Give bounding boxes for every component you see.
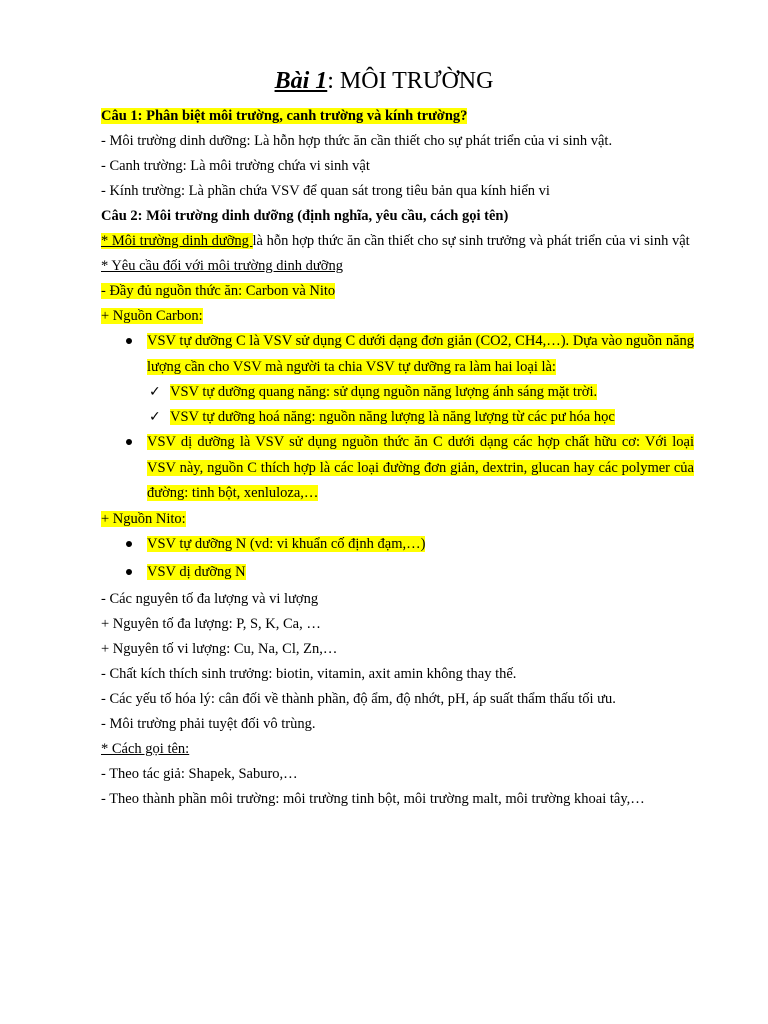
checkmark-icon: ✓: [149, 409, 161, 425]
question-1-heading: Câu 1: Phân biệt môi trường, canh trường và kính trường?: [101, 108, 468, 124]
text-line: - Môi trường phải tuyệt đối vô trùng.: [101, 715, 316, 732]
q1-line: - Môi trường dinh dưỡng: Là hỗn hợp thức ăn cần thiết cho sự phát triển của vi sinh vật.: [101, 133, 613, 149]
text-line: - Các yếu tố hóa lý: cân đối về thành phần, độ ẩm, độ nhớt, pH, áp suất thẩm thấu tối ưu.: [101, 690, 616, 707]
bullet-icon: [126, 338, 132, 344]
text-line: - Theo thành phần môi trường: môi trường tinh bột, môi trường malt, môi trường khoai tây,…: [101, 790, 645, 807]
page-title: [0, 66, 768, 96]
title-lesson: Bài 1: [274, 68, 328, 94]
list-item: VSV tự dưỡng C là VSV sử dụng C dưới dạng đơn giản (CO2, CH4,…). Dựa vào nguồn năng lượng cần cho VSV mà người ta chia VSV tự dưỡng ra làm hai loại là:: [101, 329, 694, 380]
bullet-icon: [126, 569, 132, 575]
naming-heading: * Cách gọi tên:: [101, 740, 190, 757]
carbon-heading: + Nguồn Carbon:: [101, 308, 203, 324]
text-line: + Nguyên tố đa lượng: P, S, K, Ca, …: [101, 615, 321, 632]
q1-line: - Kính trường: Là phần chứa VSV để quan sát trong tiêu bản qua kính hiển vi: [101, 183, 550, 199]
text-line: - Các nguyên tố đa lượng và vi lượng: [101, 590, 319, 607]
bullet-icon: [126, 541, 132, 547]
checkmark-icon: ✓: [149, 384, 161, 400]
list-item: ✓ VSV tự dưỡng hoá năng: nguồn năng lượng là năng lượng từ các pư hóa học: [101, 405, 694, 430]
definition-term: * Môi trường dinh dưỡng: [101, 233, 253, 249]
question-2-heading: Câu 2: Môi trường dinh dưỡng (định nghĩa, yêu cầu, cách gọi tên): [101, 208, 509, 224]
text-line: - Theo tác giả: Shapek, Saburo,…: [101, 765, 298, 782]
q1-line: - Canh trường: Là môi trường chứa vi sinh vật: [101, 158, 370, 174]
requirements-heading: * Yêu cầu đối với môi trường dinh dưỡng: [101, 258, 343, 274]
list-item: VSV dị dưỡng N: [101, 560, 694, 586]
list-item: ✓ VSV tự dưỡng quang năng: sử dụng nguồn năng lượng ánh sáng mặt trời.: [101, 380, 694, 405]
document-body: [101, 104, 694, 812]
text-line: + Nguyên tố vi lượng: Cu, Na, Cl, Zn,…: [101, 640, 338, 657]
title-topic: : MÔI TRƯỜNG: [327, 68, 494, 94]
nito-heading: + Nguồn Nito:: [101, 510, 186, 527]
text-line: - Chất kích thích sinh trưởng: biotin, vitamin, axit amin không thay thế.: [101, 665, 517, 682]
food-source-line: - Đầy đủ nguồn thức ăn: Carbon và Nito: [101, 283, 336, 299]
definition-paragraph: [101, 229, 694, 254]
list-item: VSV tự dưỡng N (vd: vi khuẩn cố định đạm,…): [101, 532, 694, 558]
list-item: VSV dị dưỡng là VSV sử dụng nguồn thức ăn C dưới dạng các hợp chất hữu cơ: Với loại VSV này, nguồn C thích hợp là các loại đường đơn giản, dextrin, glucan hay các polymer của đường: tinh bột, xenluloza,…: [101, 430, 694, 507]
bullet-icon: [126, 439, 132, 445]
definition-text: là hỗn hợp thức ăn cần thiết cho sự sinh trưởng và phát triển của vi sinh vật: [252, 233, 690, 249]
